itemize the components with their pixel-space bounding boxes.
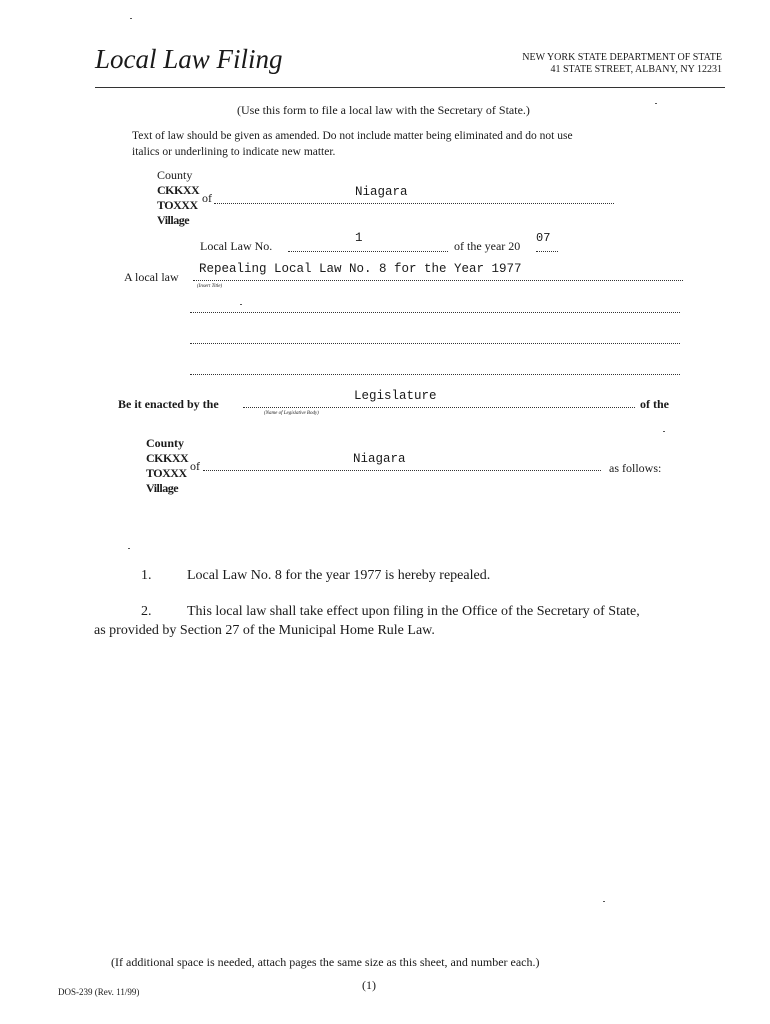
- legislative-body-line: [243, 407, 635, 408]
- scan-speck: [128, 548, 130, 549]
- village-label: Village: [157, 213, 190, 227]
- of-label: of: [202, 191, 212, 205]
- local-law-title: Repealing Local Law No. 8 for the Year 1977: [199, 262, 522, 276]
- scan-speck: [603, 901, 605, 902]
- legislative-body-name: Legislature: [354, 389, 437, 403]
- of-label-2: of: [190, 459, 200, 473]
- county-label-2: County: [146, 436, 185, 450]
- amendment-note-line1: Text of law should be given as amended. Do not include matter being eliminated and do not use: [132, 130, 573, 142]
- department-address: [522, 52, 722, 76]
- form-title: Local Law Filing: [95, 44, 283, 74]
- form-instruction: (Use this form to file a local law with the Secretary of State.): [237, 103, 530, 117]
- village-label-2: Village: [146, 481, 179, 495]
- year-suffix: 07: [536, 231, 551, 245]
- department-street: 41 STATE STREET, ALBANY, NY 12231: [550, 64, 722, 75]
- town-struck-label-2: TOXXX: [146, 466, 187, 480]
- scan-speck: [130, 18, 132, 19]
- local-law-number-label: Local Law No.: [200, 239, 273, 253]
- be-it-enacted-label: Be it enacted by the: [118, 397, 219, 411]
- page-number: (1): [362, 978, 376, 992]
- city-struck-label-2: CKKXX: [146, 451, 189, 465]
- local-law-number: 1: [355, 231, 363, 245]
- county-label: County: [157, 168, 193, 182]
- year-line: [536, 251, 558, 252]
- a-local-law-label: A local law: [124, 270, 179, 284]
- of-the-label: of the: [640, 397, 669, 411]
- insert-title-caption: (Insert Title): [197, 284, 223, 289]
- town-struck-label: TOXXX: [157, 198, 198, 212]
- section-2-text-line1: This local law shall take effect upon filing in the Office of the Secretary of State,: [187, 604, 640, 619]
- as-follows-label: as follows:: [609, 461, 662, 475]
- title-line-2: [190, 312, 680, 313]
- section-1-number: 1.: [141, 568, 152, 583]
- municipality-name-2: Niagara: [353, 452, 406, 466]
- municipality-name-line-2: [203, 470, 601, 471]
- local-law-number-line: [288, 251, 448, 252]
- additional-space-note: (If additional space is needed, attach pages the same size as this sheet, and number each.): [111, 955, 540, 969]
- scan-speck: [240, 304, 242, 305]
- legislative-body-caption: (Name of Legislative Body): [264, 411, 319, 416]
- form-id: DOS-239 (Rev. 11/99): [58, 987, 140, 997]
- amendment-note-line2: italics or underlining to indicate new matter.: [132, 146, 336, 158]
- title-line-4: [190, 374, 680, 375]
- header-rule: [95, 87, 725, 88]
- title-line-1: [193, 280, 683, 281]
- section-2-text-line2: as provided by Section 27 of the Municipal Home Rule Law.: [94, 623, 435, 638]
- municipality-type-stack-2: [146, 436, 188, 496]
- municipality-name: Niagara: [355, 185, 408, 199]
- department-name: NEW YORK STATE DEPARTMENT OF STATE: [522, 52, 722, 63]
- section-2-number: 2.: [141, 604, 152, 619]
- year-label: of the year 20: [454, 239, 521, 253]
- section-1-text: Local Law No. 8 for the year 1977 is hereby repealed.: [187, 568, 491, 583]
- city-struck-label: CKKXX: [157, 183, 200, 197]
- amendment-note: [132, 128, 573, 160]
- municipality-name-line: [214, 203, 614, 204]
- municipality-type-stack: [157, 168, 199, 228]
- scan-speck: [655, 103, 657, 104]
- scan-speck: [663, 431, 665, 432]
- title-line-3: [190, 343, 680, 344]
